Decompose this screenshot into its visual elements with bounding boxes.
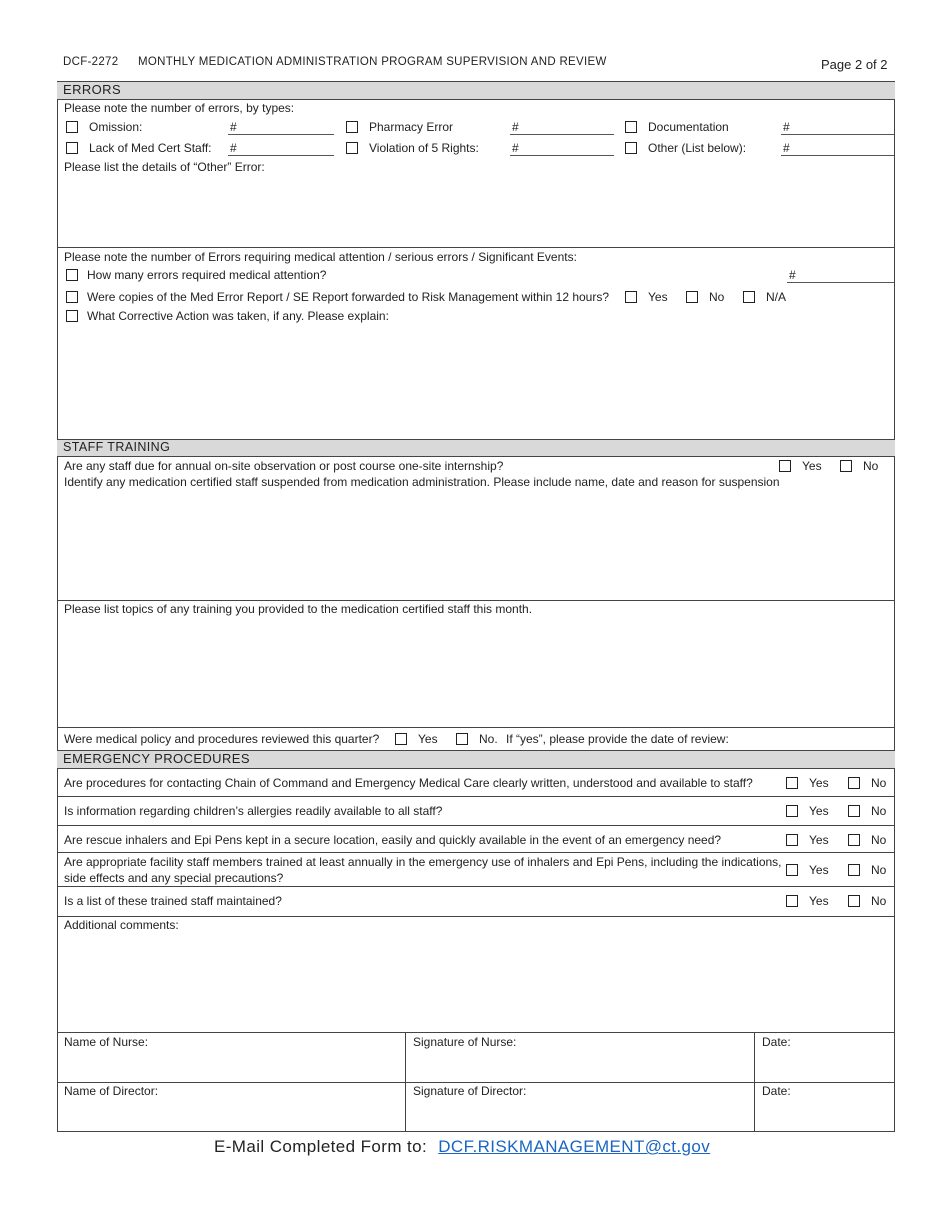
medical-attention-count-field[interactable]: # bbox=[787, 268, 894, 283]
suspended-staff-label: Identify any medication certified staff suspended from medication administration. Please include name, date and reason for suspension bbox=[64, 475, 780, 489]
email-label: E-Mail Completed Form to: bbox=[214, 1137, 428, 1156]
section-staff-training-header: STAFF TRAINING bbox=[57, 439, 895, 457]
nurse-signature-field[interactable] bbox=[408, 1050, 751, 1080]
form-code: DCF-2272 bbox=[63, 56, 119, 68]
divider bbox=[57, 796, 895, 797]
emergency-q4-no-label: No bbox=[871, 863, 887, 877]
additional-comments-area[interactable] bbox=[60, 934, 892, 1029]
director-date-field[interactable] bbox=[757, 1099, 891, 1129]
divider bbox=[57, 916, 895, 917]
divider bbox=[57, 1032, 895, 1033]
emergency-q2-yes-label: Yes bbox=[809, 804, 829, 818]
director-name-label: Name of Director: bbox=[64, 1084, 159, 1098]
emergency-q2-no-label: No bbox=[871, 804, 887, 818]
emergency-question-3: Are rescue inhalers and Epi Pens kept in a secure location, easily and quickly available in the event of an emergency need? bbox=[64, 833, 722, 847]
divider bbox=[57, 727, 895, 728]
observation-no-checkbox[interactable] bbox=[840, 460, 852, 472]
nurse-name-label: Name of Nurse: bbox=[64, 1035, 149, 1049]
corrective-action-label: What Corrective Action was taken, if any. Please explain: bbox=[87, 309, 389, 323]
emergency-q3-yes-checkbox[interactable] bbox=[786, 834, 798, 846]
emergency-q5-yes-label: Yes bbox=[809, 894, 829, 908]
page-number: Page 2 of 2 bbox=[821, 57, 888, 72]
policy-yes-label: Yes bbox=[418, 732, 438, 746]
policy-followup-label: If “yes”, please provide the date of review: bbox=[506, 732, 729, 746]
errors-intro: Please note the number of errors, by types: bbox=[64, 101, 295, 115]
corrective-action-checkbox[interactable] bbox=[66, 310, 78, 322]
pharmacy-error-label: Pharmacy Error bbox=[369, 120, 454, 134]
other-error-checkbox[interactable] bbox=[625, 142, 637, 154]
lack-med-cert-checkbox[interactable] bbox=[66, 142, 78, 154]
other-error-label: Other (List below): bbox=[648, 141, 747, 155]
emergency-q1-yes-checkbox[interactable] bbox=[786, 777, 798, 789]
observation-yes-label: Yes bbox=[802, 459, 822, 473]
medical-attention-label: How many errors required medical attention? bbox=[87, 268, 327, 282]
divider bbox=[57, 852, 895, 853]
forwarded-yes-checkbox[interactable] bbox=[625, 291, 637, 303]
emergency-q4-no-checkbox[interactable] bbox=[848, 864, 860, 876]
violation-5-rights-label: Violation of 5 Rights: bbox=[369, 141, 479, 155]
divider bbox=[57, 600, 895, 601]
other-details-area[interactable] bbox=[60, 176, 892, 244]
suspended-staff-area[interactable] bbox=[60, 492, 892, 597]
serious-errors-intro: Please note the number of Errors requiring medical attention / serious errors / Significant Events: bbox=[64, 250, 577, 264]
observation-no-label: No bbox=[863, 459, 879, 473]
pharmacy-error-checkbox[interactable] bbox=[346, 121, 358, 133]
documentation-checkbox[interactable] bbox=[625, 121, 637, 133]
training-topics-label: Please list topics of any training you provided to the medication certified staff this month. bbox=[64, 602, 533, 616]
director-signature-label: Signature of Director: bbox=[413, 1084, 527, 1098]
emergency-q5-no-label: No bbox=[871, 894, 887, 908]
documentation-label: Documentation bbox=[648, 120, 729, 134]
omission-label: Omission: bbox=[89, 120, 143, 134]
emergency-q1-no-checkbox[interactable] bbox=[848, 777, 860, 789]
policy-review-question: Were medical policy and procedures reviewed this quarter? bbox=[64, 732, 380, 746]
nurse-date-label: Date: bbox=[762, 1035, 791, 1049]
emergency-q5-no-checkbox[interactable] bbox=[848, 895, 860, 907]
frame-bottom bbox=[57, 1131, 895, 1132]
divider bbox=[57, 886, 895, 887]
medical-attention-checkbox[interactable] bbox=[66, 269, 78, 281]
forwarded-no-checkbox[interactable] bbox=[686, 291, 698, 303]
forwarded-no-label: No bbox=[709, 290, 725, 304]
observation-question: Are any staff due for annual on-site observation or post course one-site internship? bbox=[64, 459, 504, 473]
emergency-q1-yes-label: Yes bbox=[809, 776, 829, 790]
training-topics-area[interactable] bbox=[60, 619, 892, 724]
policy-no-checkbox[interactable] bbox=[456, 733, 468, 745]
forwarded-na-checkbox[interactable] bbox=[743, 291, 755, 303]
lack-med-cert-label: Lack of Med Cert Staff: bbox=[89, 141, 212, 155]
emergency-q2-yes-checkbox[interactable] bbox=[786, 805, 798, 817]
emergency-question-5: Is a list of these trained staff maintained? bbox=[64, 894, 282, 908]
emergency-q1-no-label: No bbox=[871, 776, 887, 790]
policy-yes-checkbox[interactable] bbox=[395, 733, 407, 745]
emergency-q4-yes-label: Yes bbox=[809, 863, 829, 877]
email-link[interactable]: DCF.RISKMANAGEMENT@ct.gov bbox=[438, 1137, 711, 1156]
nurse-name-field[interactable] bbox=[60, 1050, 402, 1080]
omission-count-field[interactable]: # bbox=[228, 120, 334, 135]
emergency-q3-yes-label: Yes bbox=[809, 833, 829, 847]
form-title: MONTHLY MEDICATION ADMINISTRATION PROGRAM SUPERVISION AND REVIEW bbox=[138, 56, 607, 68]
policy-no-label: No. bbox=[479, 732, 498, 746]
documentation-count-field[interactable]: # bbox=[781, 120, 894, 135]
emergency-question-4-line1: Are appropriate facility staff members trained at least annually in the emergency use of inhalers and Epi Pens, including the indications, bbox=[64, 855, 782, 869]
nurse-date-field[interactable] bbox=[757, 1050, 891, 1080]
forwarded-na-label: N/A bbox=[766, 290, 787, 304]
director-date-label: Date: bbox=[762, 1084, 791, 1098]
emergency-question-2: Is information regarding children’s allergies readily available to all staff? bbox=[64, 804, 443, 818]
violation-5-rights-count-field[interactable]: # bbox=[510, 141, 614, 156]
section-emergency-header: EMERGENCY PROCEDURES bbox=[57, 750, 895, 769]
email-footer bbox=[214, 1137, 710, 1157]
emergency-question-4-line2: side effects and any special precautions? bbox=[64, 871, 284, 885]
emergency-q3-no-label: No bbox=[871, 833, 887, 847]
pharmacy-error-count-field[interactable]: # bbox=[510, 120, 614, 135]
observation-yes-checkbox[interactable] bbox=[779, 460, 791, 472]
omission-checkbox[interactable] bbox=[66, 121, 78, 133]
emergency-q3-no-checkbox[interactable] bbox=[848, 834, 860, 846]
additional-comments-label: Additional comments: bbox=[64, 918, 179, 932]
emergency-q2-no-checkbox[interactable] bbox=[848, 805, 860, 817]
divider bbox=[57, 1082, 895, 1083]
forwarded-report-checkbox[interactable] bbox=[66, 291, 78, 303]
section-errors-header: ERRORS bbox=[57, 81, 895, 100]
emergency-q4-yes-checkbox[interactable] bbox=[786, 864, 798, 876]
nurse-signature-label: Signature of Nurse: bbox=[413, 1035, 517, 1049]
divider bbox=[57, 825, 895, 826]
forwarded-yes-label: Yes bbox=[648, 290, 668, 304]
frame-right bbox=[894, 81, 895, 1132]
emergency-q5-yes-checkbox[interactable] bbox=[786, 895, 798, 907]
corrective-action-area[interactable] bbox=[60, 326, 892, 436]
divider bbox=[57, 247, 895, 248]
emergency-question-1: Are procedures for contacting Chain of Command and Emergency Medical Care clearly written, understood and available to staff? bbox=[64, 776, 753, 790]
director-name-field[interactable] bbox=[60, 1099, 402, 1129]
lack-med-cert-count-field[interactable]: # bbox=[228, 141, 334, 156]
other-details-label: Please list the details of “Other” Error: bbox=[64, 160, 265, 174]
forwarded-report-label: Were copies of the Med Error Report / SE Report forwarded to Risk Management within 12 hours? bbox=[87, 290, 610, 304]
violation-5-rights-checkbox[interactable] bbox=[346, 142, 358, 154]
frame-left bbox=[57, 81, 58, 1132]
other-error-count-field[interactable]: # bbox=[781, 141, 894, 156]
director-signature-field[interactable] bbox=[408, 1099, 751, 1129]
